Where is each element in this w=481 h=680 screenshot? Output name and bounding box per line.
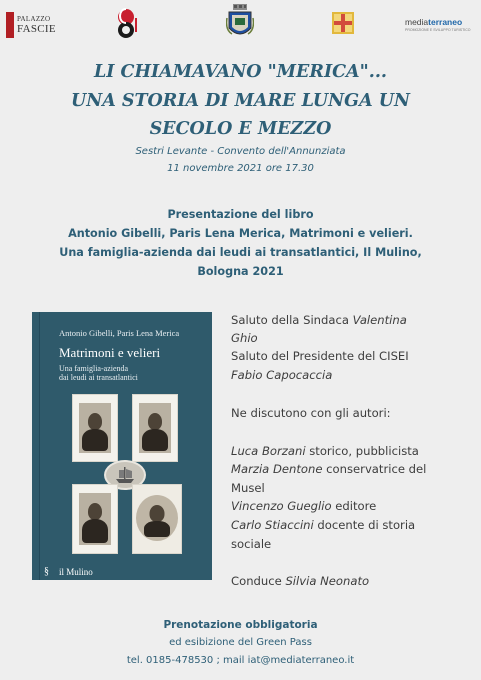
portrait-body — [142, 429, 168, 451]
program-name: Silvia Neonato — [285, 574, 370, 588]
program-text: Conduce — [231, 574, 286, 588]
program-text: Saluto della Sindaca — [231, 313, 353, 327]
program-name: Valentina — [352, 313, 407, 327]
program-name: Luca Borzani — [231, 444, 306, 458]
program-text: conservatrice del — [322, 462, 427, 476]
cisei-logo — [112, 6, 144, 40]
presentation-line-1: Presentazione del libro — [167, 208, 314, 221]
presentation-line-3: Una famiglia-azienda dai leudi ai transatlantici, Il Mulino, — [59, 246, 422, 259]
portrait-face — [150, 505, 165, 522]
program-line-greeting-mayor — [231, 313, 407, 327]
portrait-photo-woman-1 — [132, 394, 178, 462]
portrait-face — [88, 413, 102, 430]
palazzo-mark-icon — [6, 12, 14, 38]
portrait-face — [88, 503, 102, 520]
event-title-line-3: SECOLO E MEZZO — [149, 119, 332, 139]
event-datetime: 11 novembre 2021 ore 17.30 — [167, 163, 314, 174]
booking-required: Prenotazione obbligatoria — [163, 619, 318, 631]
palazzo-logo-line2: FASCIE — [17, 23, 56, 35]
portrait-body — [144, 521, 170, 537]
presentation-line-4: Bologna 2021 — [197, 265, 284, 278]
event-title-line-1: LI CHIAMAVANO "MERICA"... — [93, 62, 388, 82]
book-title: Matrimoni e velieri — [59, 345, 161, 360]
palazzo-logo-line1: PALAZZO — [17, 15, 51, 23]
program-line-greeting-president — [231, 349, 409, 363]
program-text: Ne discutono con gli autori: — [231, 406, 391, 420]
portrait-body — [82, 519, 108, 543]
event-title-line-2: UNA STORIA DI MARE LUNGA UN — [70, 91, 411, 111]
program-text: Musel — [231, 481, 265, 495]
book-spine-line — [39, 312, 40, 580]
program-text: storico, pubblicista — [305, 444, 419, 458]
program-text: sociale — [231, 537, 272, 551]
book-subtitle-1: Una famiglia-azienda — [59, 364, 129, 373]
palazzo-fascie-logo — [6, 12, 56, 40]
program-line-president-name — [231, 368, 332, 382]
genova-emblem-icon — [330, 10, 356, 36]
program-line-discussant-2 — [231, 462, 426, 476]
municipal-crest-logo — [226, 4, 254, 42]
mediaterraneo-prefix: media — [405, 17, 429, 27]
mediaterraneo-wordmark — [405, 17, 475, 27]
program-text: editore — [331, 499, 377, 513]
portrait-photo-man-2 — [72, 484, 118, 554]
green-pass-note: ed esibizione del Green Pass — [169, 637, 312, 648]
program-name: Fabio Capocaccia — [231, 368, 333, 382]
program-text: Saluto del Presidente del CISEI — [231, 349, 409, 363]
program-name: Ghio — [231, 331, 258, 345]
program-name: Marzia Dentone — [231, 462, 323, 476]
program-name: Vincenzo Gueglio — [231, 499, 332, 513]
portrait-face — [148, 413, 162, 430]
event-location: Sestri Levante - Convento dell'Annunziata — [135, 146, 346, 157]
presentation-line-2: Antonio Gibelli, Paris Lena Merica, Matrimoni e velieri. — [68, 227, 413, 240]
program-text: docente di storia — [313, 518, 416, 532]
program-name: Carlo Stiaccini — [231, 518, 314, 532]
coat-of-arms-icon — [226, 4, 254, 42]
portrait-photo-man-1 — [72, 394, 118, 462]
mediaterraneo-brand: terraneo — [428, 17, 463, 27]
portrait-photo-woman-2 — [132, 484, 182, 554]
publisher-mark-icon: § — [44, 566, 49, 577]
mediaterraneo-tagline: PROMOZIONE E SVILUPPO TURISTICO — [405, 28, 471, 32]
program-line-moderator — [231, 574, 369, 588]
contact-info: tel. 0185-478530 ; mail iat@mediaterraneo.it — [126, 655, 355, 666]
program-line-discussants-intro — [231, 406, 391, 420]
program-line-discussant-4-cont — [231, 537, 271, 551]
program-line-discussant-4 — [231, 518, 415, 532]
book-publisher: il Mulino — [59, 567, 93, 577]
book-subtitle-2: dai leudi ai transatlantici — [59, 373, 138, 382]
cisei-emblem-icon — [112, 6, 144, 40]
portrait-body — [82, 429, 108, 451]
mediaterraneo-logo — [405, 17, 475, 37]
program-line-discussant-3 — [231, 499, 376, 513]
genova-logo — [330, 10, 356, 36]
program-line-discussant-2-cont — [231, 481, 265, 495]
book-cover — [32, 312, 212, 580]
program-line-discussant-1 — [231, 444, 419, 458]
book-authors: Antonio Gibelli, Paris Lena Merica — [59, 328, 180, 338]
program-line-mayor-surname — [231, 331, 258, 345]
